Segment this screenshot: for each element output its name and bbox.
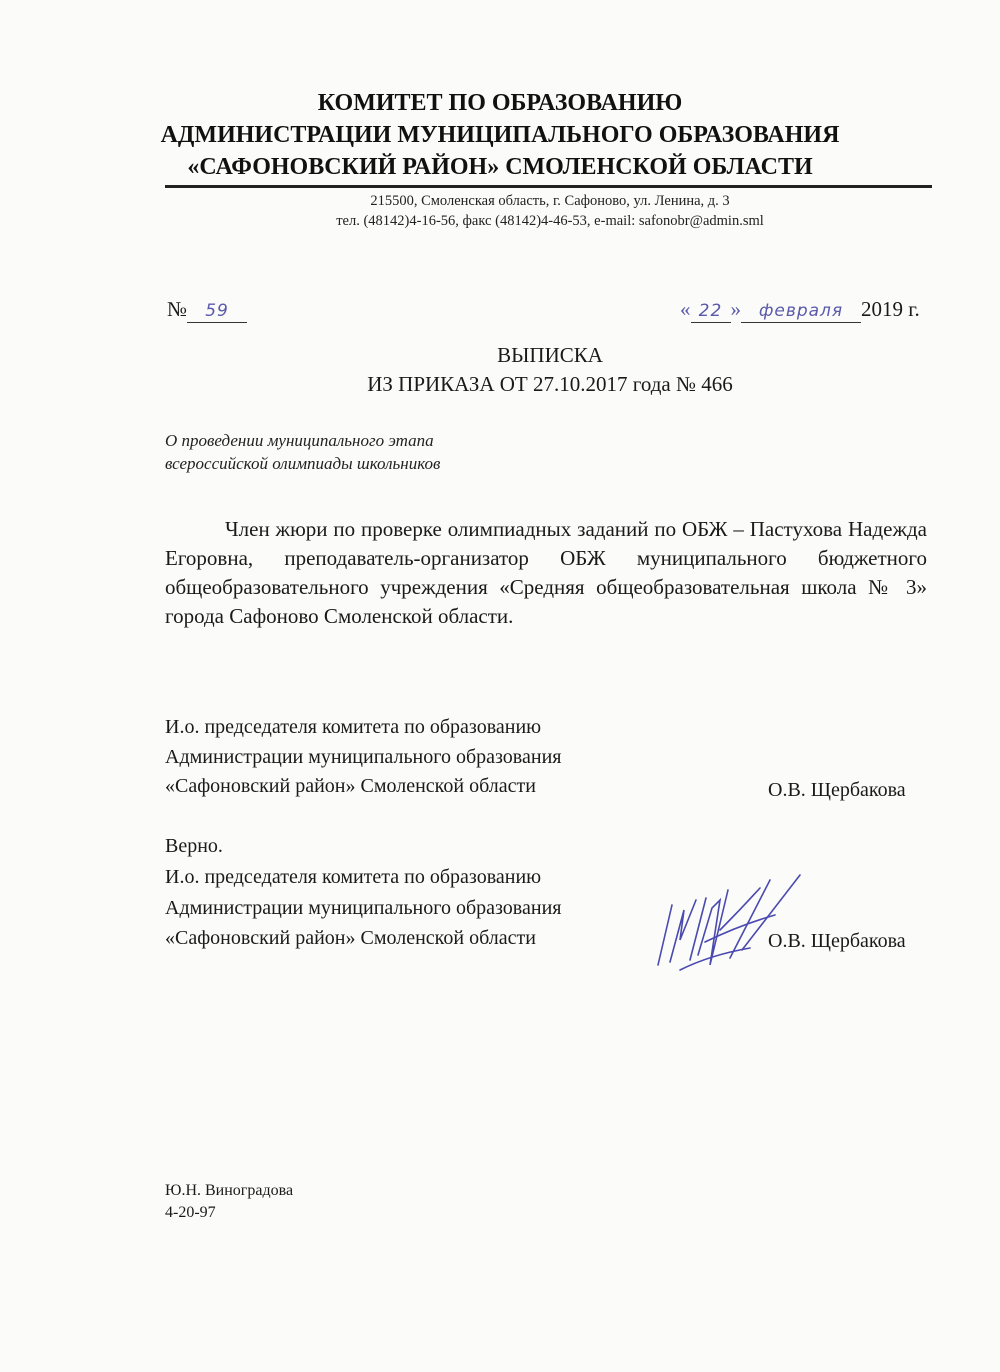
doc-date	[680, 297, 920, 323]
org-contacts: тел. (48142)4-16-56, факс (48142)4-46-53, e-mail: safonobr@admin.sml	[336, 213, 764, 229]
sig2-name: О.В. Щербакова	[768, 930, 906, 952]
sig2-line1: И.о. председателя комитета по образованию	[165, 866, 542, 888]
date-year: 2019 г.	[861, 297, 920, 321]
doc-number-handwritten: 59	[205, 301, 229, 321]
subject-line1: О проведении муниципального этапа	[165, 431, 434, 450]
doc-number	[167, 297, 247, 323]
sig2-line3: «Сафоновский район» Смоленской области	[165, 927, 536, 949]
doc-title: ВЫПИСКА	[497, 343, 603, 367]
sig1-line2: Администрации муниципального образования	[165, 746, 562, 768]
executor-phone: 4-20-97	[165, 1204, 216, 1221]
org-name-line1: КОМИТЕТ ПО ОБРАЗОВАНИЮ	[317, 90, 683, 116]
sig1-name: О.В. Щербакова	[768, 779, 906, 801]
sig2-verno: Верно.	[165, 835, 223, 857]
date-month-handwritten: февраля	[758, 301, 844, 321]
executor-name: Ю.Н. Виноградова	[165, 1182, 294, 1199]
doc-number-prefix: №	[167, 297, 188, 321]
org-address: 215500, Смоленская область, г. Сафоново, ул. Ленина, д. 3	[370, 193, 730, 209]
header-divider	[165, 185, 932, 188]
handwritten-signature	[650, 870, 810, 980]
sig1-line3: «Сафоновский район» Смоленской области	[165, 775, 536, 797]
org-name-line2: АДМИНИСТРАЦИИ МУНИЦИПАЛЬНОГО ОБРАЗОВАНИЯ	[160, 122, 840, 148]
body-paragraph: Член жюри по проверке олимпиадных заданий по ОБЖ – Пастухова Надежда Егоровна, преподаватель-организатор ОБЖ муниципального бюджетного общеобразовательного учреждения «Средняя общеобразовательная школа № 3» города Сафоново Смоленской области.	[165, 517, 927, 628]
sig1-line1: И.о. председателя комитета по образованию	[165, 716, 542, 738]
subject-line2: всероссийской олимпиады школьников	[165, 454, 441, 473]
sig2-line2: Администрации муниципального образования	[165, 897, 562, 919]
date-day-handwritten: 22	[698, 301, 723, 321]
org-name-line3: «САФОНОВСКИЙ РАЙОН» СМОЛЕНСКОЙ ОБЛАСТИ	[187, 154, 813, 180]
date-close-quote: »	[730, 297, 741, 321]
doc-title-order: ИЗ ПРИКАЗА ОТ 27.10.2017 года № 466	[367, 372, 733, 396]
date-open-quote: «	[680, 297, 691, 321]
